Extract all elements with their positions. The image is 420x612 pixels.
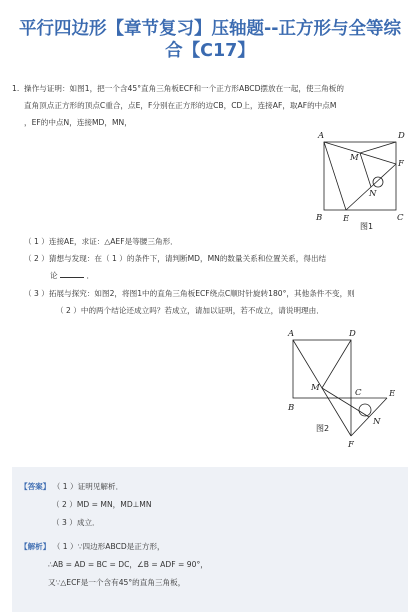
analysis-1: （ 1 ）∵四边形ABCD是正方形， bbox=[52, 542, 165, 551]
label-b: B bbox=[316, 213, 323, 223]
segment-mn bbox=[360, 153, 371, 187]
segment-md bbox=[360, 142, 396, 153]
figure-2-caption: 图2 bbox=[316, 424, 330, 433]
part-3-line-2: （ 2 ）中的两个结论还成立吗？若成立，请加以证明，若不成立，请说明理由． bbox=[56, 306, 324, 315]
label-a: A bbox=[318, 131, 325, 141]
answer-1: （ 1 ）证明见解析． bbox=[52, 482, 124, 491]
label-c: C bbox=[397, 213, 404, 223]
label-d-2: D bbox=[349, 329, 356, 339]
figure-1-caption: 图1 bbox=[360, 222, 374, 231]
answer-row-1 bbox=[20, 479, 123, 495]
segment-ae bbox=[324, 142, 346, 210]
square-abcd-2 bbox=[293, 340, 351, 398]
intro-line-2: 直角顶点正方形的顶点C重合，点E，F分别在正方形的边CB，CD上，连接AF，取AF的中点M bbox=[24, 101, 337, 110]
part-2-line-1: （ 2 ）猜想与发现：在（ 1 ）的条件下，请判断MD，MN的数量关系和位置关系，得出结 bbox=[24, 254, 327, 263]
analysis-row-1 bbox=[20, 539, 165, 555]
answer-2: （ 2 ）MD = MN，MD⊥MN bbox=[52, 500, 152, 509]
right-angle-circle bbox=[373, 177, 383, 187]
title-line-2: 合【C17】 bbox=[165, 41, 255, 61]
question-number: 1. bbox=[12, 84, 20, 93]
label-c-2: C bbox=[355, 388, 362, 398]
label-m-2: M bbox=[311, 383, 320, 393]
figure-2 bbox=[285, 326, 405, 451]
label-m: M bbox=[350, 153, 359, 163]
part-2-period: ． bbox=[86, 271, 95, 280]
label-n-2: N bbox=[373, 417, 381, 427]
label-e-2: E bbox=[389, 389, 396, 399]
label-d: D bbox=[398, 131, 405, 141]
segment-md-2 bbox=[322, 340, 351, 388]
question-intro bbox=[12, 80, 407, 131]
analysis-3: 又∵△ECF是一个含有45°的直角三角板， bbox=[48, 578, 186, 587]
part-2-line-2 bbox=[50, 268, 420, 284]
part-2-conclusion-label: 论 bbox=[50, 271, 58, 280]
answer-3: （ 3 ）成立． bbox=[52, 518, 100, 527]
label-e: E bbox=[343, 214, 350, 224]
label-a-2: A bbox=[288, 329, 295, 339]
title-line-1: 平行四边形【章节复习】压轴题--正方形与全等综 bbox=[18, 19, 402, 39]
answer-tag: 【答案】 bbox=[20, 482, 51, 491]
label-f-2: F bbox=[348, 440, 354, 450]
segment-mn-2 bbox=[322, 388, 369, 417]
page-title bbox=[10, 18, 410, 62]
part-1: （ 1 ）连接AE，求证：△AEF是等腰三角形． bbox=[24, 237, 178, 246]
intro-line-1: 操作与证明：如图1，把一个含45°直角三角板ECF和一个正方形ABCD摆放在一起，使三角板的 bbox=[24, 84, 344, 93]
answer-blank[interactable] bbox=[60, 269, 84, 278]
figure-1 bbox=[312, 126, 412, 232]
label-b-2: B bbox=[288, 403, 295, 413]
label-n: N bbox=[369, 189, 377, 199]
analysis-2: ∴AB = AD = BC = DC，∠B = ADF = 90°， bbox=[48, 560, 208, 569]
intro-line-3: ，EF的中点N，连接MD，MN， bbox=[24, 118, 132, 127]
analysis-tag: 【解析】 bbox=[20, 542, 51, 551]
part-3-line-1: （ 3 ）拓展与探究：如图2，将图1中的直角三角板ECF绕点C顺时针旋转180°，其他条件不变，则 bbox=[24, 289, 355, 298]
label-f: F bbox=[398, 159, 404, 169]
answer-box bbox=[12, 467, 408, 612]
